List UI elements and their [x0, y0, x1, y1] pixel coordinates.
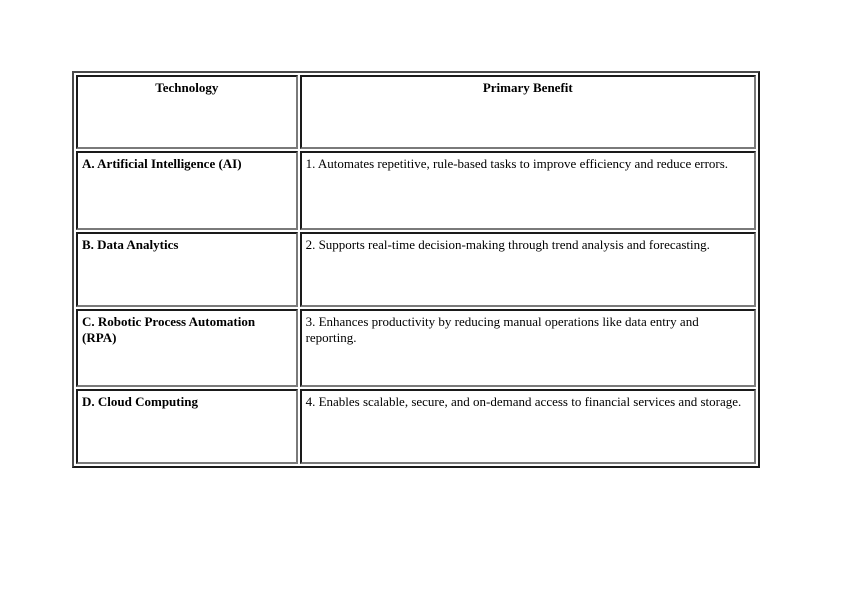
technology-cell: C. Robotic Process Automation (RPA) [76, 309, 298, 387]
technology-cell: A. Artificial Intelligence (AI) [76, 151, 298, 230]
table-row [76, 151, 756, 230]
benefit-cell: 2. Supports real-time decision-making through trend analysis and forecasting. [300, 232, 756, 307]
header-technology: Technology [76, 75, 298, 149]
table-header-row [76, 75, 756, 149]
benefit-cell: 4. Enables scalable, secure, and on-demand access to financial services and storage. [300, 389, 756, 464]
technology-cell: D. Cloud Computing [76, 389, 298, 464]
technology-cell: B. Data Analytics [76, 232, 298, 307]
table-row [76, 389, 756, 464]
table-row [76, 309, 756, 387]
benefit-cell: 1. Automates repetitive, rule-based tasks to improve efficiency and reduce errors. [300, 151, 756, 230]
technology-benefit-table [72, 71, 760, 468]
table-row [76, 232, 756, 307]
benefit-cell: 3. Enhances productivity by reducing manual operations like data entry and reporting. [300, 309, 756, 387]
header-primary-benefit: Primary Benefit [300, 75, 756, 149]
